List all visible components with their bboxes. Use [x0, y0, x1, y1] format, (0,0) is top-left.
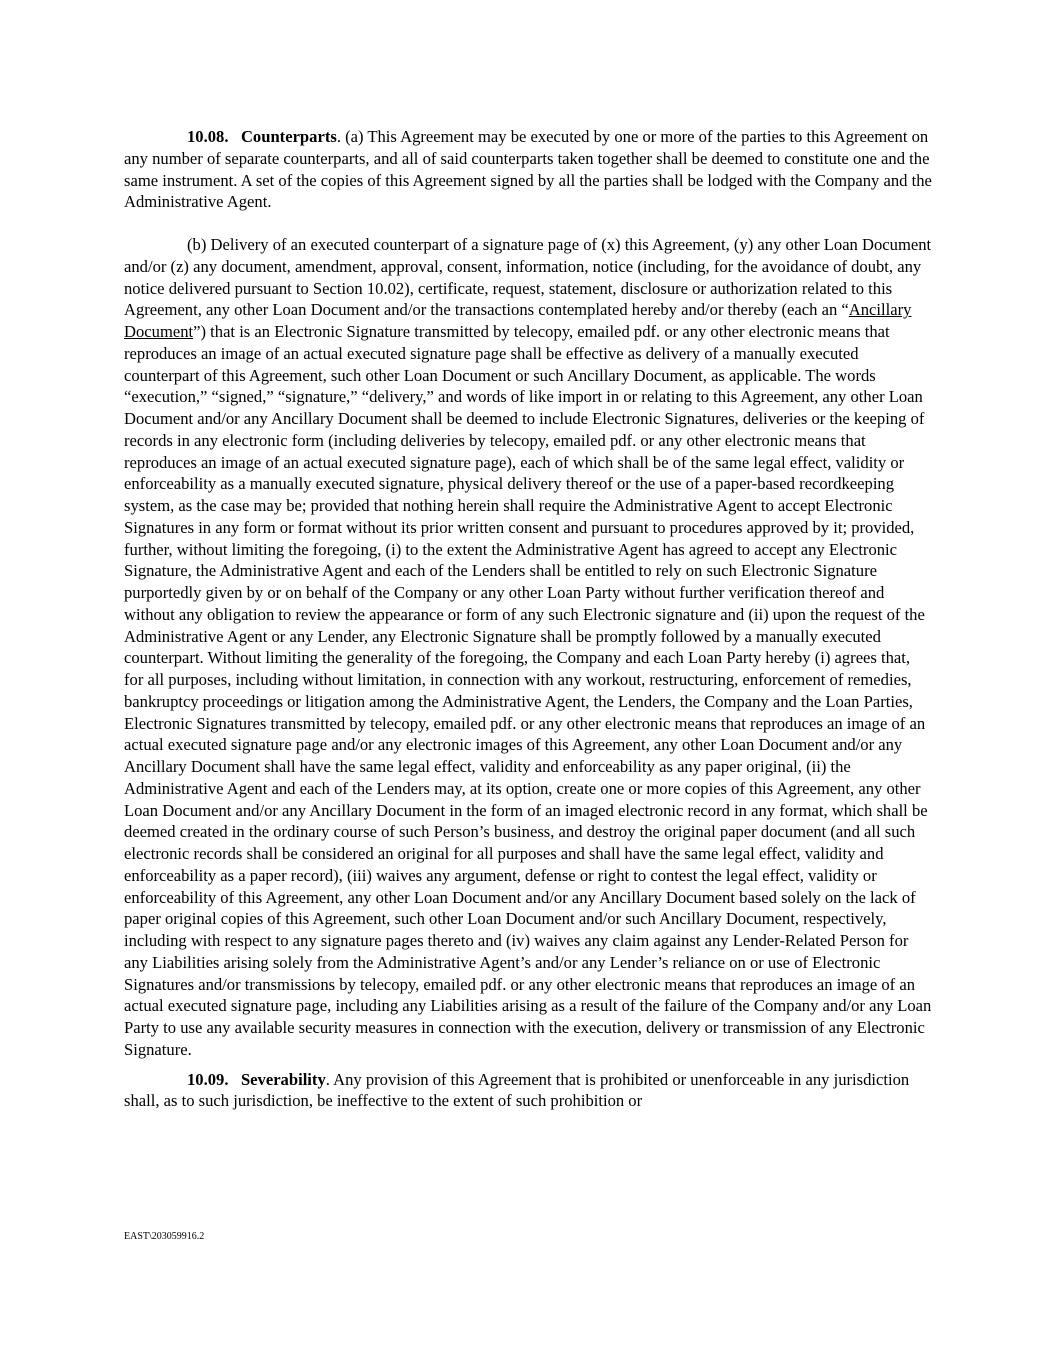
- section-title: Severability: [240, 1069, 326, 1089]
- footer-document-id: EAST\203059916.2: [124, 1231, 205, 1242]
- paragraph-a-text: . (a) This Agreement may be executed by one or more of the parties to this Agreement on any number of separate counterparts, and all of said counterparts taken together shall be deemed to constitute one and the same instrument. A set of the copies of this Agreement signed by all the parties shall be lodged with the Company and the Administrative Agent.: [124, 127, 932, 212]
- defined-term-ancillary-document: Ancillary Document: [124, 300, 912, 341]
- section-number: 10.08.: [187, 127, 229, 146]
- paragraph-b-text-start: (b) Delivery of an executed counterpart of a signature page of (x) this Agreement, (y) any other Loan Document and/or (z) any document, amendment, approval, consent, information, notice (including, for the avoidance of doubt, any notice delivered pursuant to Section 10.02), certificate, request, statement, disclosure or authorization related to this Agreement, any other Loan Document and/or the transactions contemplated hereby and/or thereby (each an “: [124, 235, 932, 320]
- section-title: Counterparts: [240, 127, 337, 146]
- section-10-09-paragraph: [124, 1069, 932, 1113]
- document-body: [124, 126, 932, 1112]
- section-10-08-paragraph-b: [124, 234, 932, 1061]
- section-10-08-paragraph-a: [124, 126, 932, 213]
- paragraph-b-text-rest: ”) that is an Electronic Signature transmitted by telecopy, emailed pdf. or any other electronic means that reproduces an image of an actual executed signature page shall be effective as delivery of a manually executed counterpart of this Agreement, such other Loan Document or such Ancillary Document, as applicable. The words “execution,” “signed,” “signature,” “delivery,” and words of like import in or relating to this Agreement, any other Loan Document and/or any Ancillary Document shall be deemed to include Electronic Signatures, deliveries or the keeping of records in any electronic form (including deliveries by telecopy, emailed pdf. or any other electronic means that reproduces an image of an actual executed signature page), each of which shall be of the same legal effect, validity or enforceability as a manually executed signature, physical delivery thereof or the use of a paper-based recordkeeping system, as the case may be; provided that nothing herein shall require the Administrative Agent to accept Electronic Signatures in any form or format without its prior written consent and pursuant to procedures approved by it; provided, further, without limiting the foregoing, (i) to the extent the Administrative Agent has agreed to accept any Electronic Signature, the Administrative Agent and each of the Lenders shall be entitled to rely on such Electronic Signature purportedly given by or on behalf of the Company or any other Loan Party without further verification thereof and without any obligation to review the appearance or form of any such Electronic signature and (ii) upon the request of the Administrative Agent or any Lender, any Electronic Signature shall be promptly followed by a manually executed counterpart. Without limiting the generality of the foregoing, the Company and each Loan Party hereby (i) agrees that, for all purposes, including without limitation, in connection with any workout, restructuring, enforcement of remedies, bankruptcy proceedings or litigation among the Administrative Agent, the Lenders, the Company and the Loan Parties, Electronic Signatures transmitted by telecopy, emailed pdf. or any other electronic means that reproduces an image of an actual executed signature page and/or any electronic images of this Agreement, any other Loan Document and/or any Ancillary Document shall have the same legal effect, validity and enforceability as any paper original, (ii) the Administrative Agent and each of the Lenders may, at its option, create one or more copies of this Agreement, any other Loan Document and/or any Ancillary Document in the form of an imaged electronic record in any format, which shall be deemed created in the ordinary course of such Person’s business, and destroy the original paper document (and all such electronic records shall be considered an original for all purposes and shall have the same legal effect, validity and enforceability as a paper record), (iii) waives any argument, defense or right to contest the legal effect, validity or enforceability of this Agreement, any other Loan Document and/or any Ancillary Document based solely on the lack of paper original copies of this Agreement, such other Loan Document and/or such Ancillary Document, respectively, including with respect to any signature pages thereto and (iv) waives any claim against any Lender-Related Person for any Liabilities arising solely from the Administrative Agent’s and/or any Lender’s reliance on or use of Electronic Signatures and/or transmissions by telecopy, emailed pdf. or any other electronic means that reproduces an image of an actual executed signature page, including any Liabilities arising as a result of the failure of the Company and/or any Loan Party to use any available security measures in connection with the execution, delivery or transmission of any Electronic Signature.: [124, 322, 932, 1059]
- section-10-09-text: . Any provision of this Agreement that is prohibited or unenforceable in any jurisdiction shall, as to such jurisdiction, be ineffective to the extent of such prohibition or: [124, 1069, 910, 1111]
- section-number: 10.09.: [187, 1069, 229, 1089]
